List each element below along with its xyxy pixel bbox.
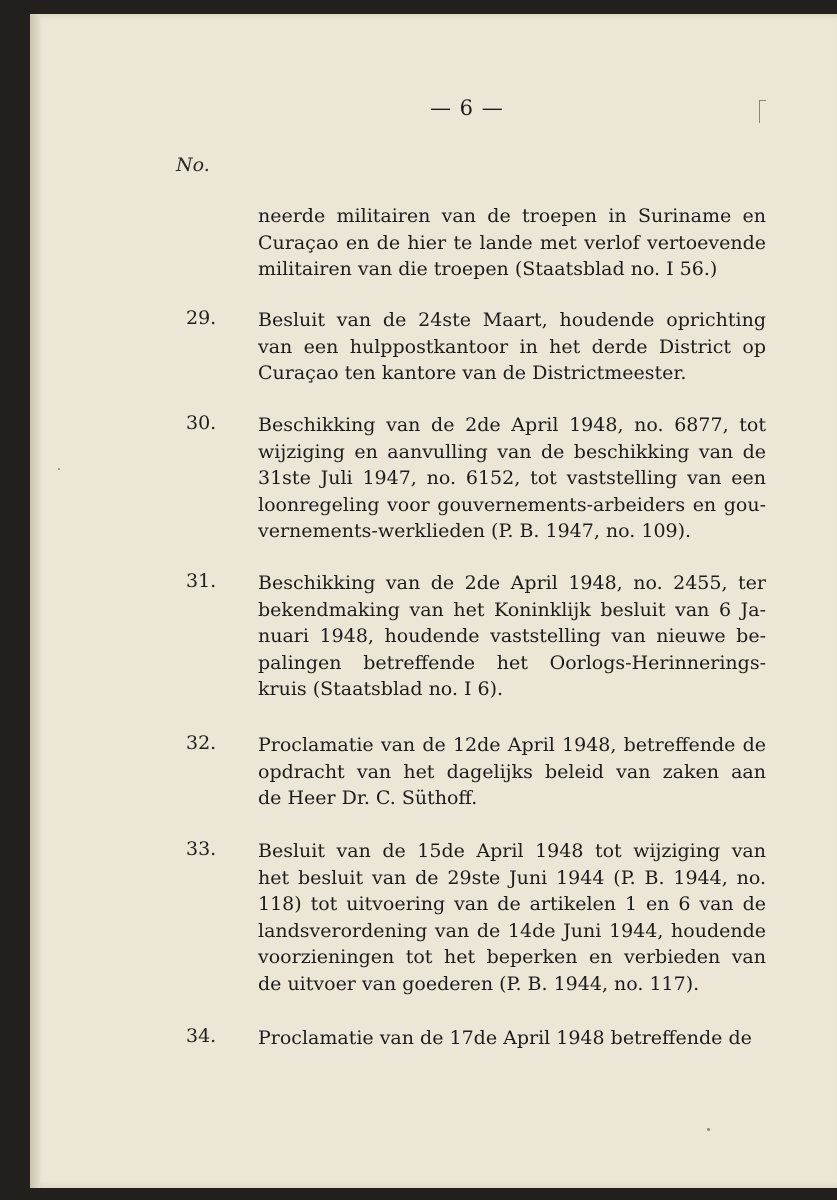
text-line: 31ste Juli 1947, no. 6152, tot vaststelling van een [258,467,766,489]
text-line: 118) tot uitvoering van de artikelen 1 en 6 van de [258,893,766,915]
text-line: van een hulppostkantoor in het derde District op [258,335,766,358]
text-line: palingen betreffende het Oorlogs-Herinnerings- [258,651,766,674]
text-line: Beschikking van de 2de April 1948, no. 6877, tot [258,414,766,436]
text-line: Curaçao ten kantore van de Districtmeester. [258,362,687,384]
entry-text [258,838,766,997]
text-line: kruis (Staatsblad no. I 6). [258,678,504,700]
entry-text [258,412,766,545]
text-line: de Heer Dr. C. Süthoff. [258,787,478,809]
text-line: de uitvoer van goederen (P. B. 1944, no. 117). [258,972,700,995]
entry-text [258,1025,766,1052]
entry-number: 30. [186,412,217,434]
text-line: vernements-werklieden (P. B. 1947, no. 109). [258,520,692,542]
margin-header-no: No. [176,154,210,176]
text-line: neerde militairen van de troepen in Suriname en [258,205,766,227]
intro-text [258,203,766,283]
page-number: — 6 — [430,96,504,120]
entry-number: 34. [186,1025,217,1047]
page-binding-edge [30,14,40,1188]
entry-text [258,732,766,812]
text-line: wijziging en aanvulling van de beschikking van de [258,440,766,463]
text-line: Curaçao en de hier te lande met verlof vertoevende [258,231,766,254]
text-line: Beschikking van de 2de April 1948, no. 2455, ter [258,572,766,594]
text-line: bekendmaking van het Koninklijk besluit van 6 Ja- [258,598,766,621]
text-line: nuari 1948, houdende vaststelling van nieuwe be- [258,625,766,647]
entry-number: 33. [186,838,217,860]
text-line: militairen van die troepen (Staatsblad no. I 56.) [258,258,718,280]
text-line: landsverordening van de 14de Juni 1944, houdende [258,919,766,942]
text-line: Proclamatie van de 12de April 1948, betreffende de [258,734,766,756]
text-line: opdracht van het dagelijks beleid van zaken aan [258,760,766,783]
text-line: Besluit van de 15de April 1948 tot wijziging van [258,840,766,862]
text-line: loonregeling voor gouvernements-arbeiders en gou- [258,493,766,516]
entry-number: 31. [186,570,217,592]
paper-speck [707,1128,710,1131]
text-line: Proclamatie van de 17de April 1948 betreffende de [258,1027,752,1049]
text-line: Besluit van de 24ste Maart, houdende oprichting [258,309,766,331]
entry-number: 29. [186,307,217,329]
entry-text [258,570,766,703]
text-line: het besluit van de 29ste Juni 1944 (P. B. 1944, no. [258,866,766,889]
entry-text [258,307,766,387]
paper-speck [58,468,60,470]
corner-mark [759,100,766,123]
text-line: voorzieningen tot het beperken en verbieden van [258,946,766,968]
entry-number: 32. [186,732,217,754]
